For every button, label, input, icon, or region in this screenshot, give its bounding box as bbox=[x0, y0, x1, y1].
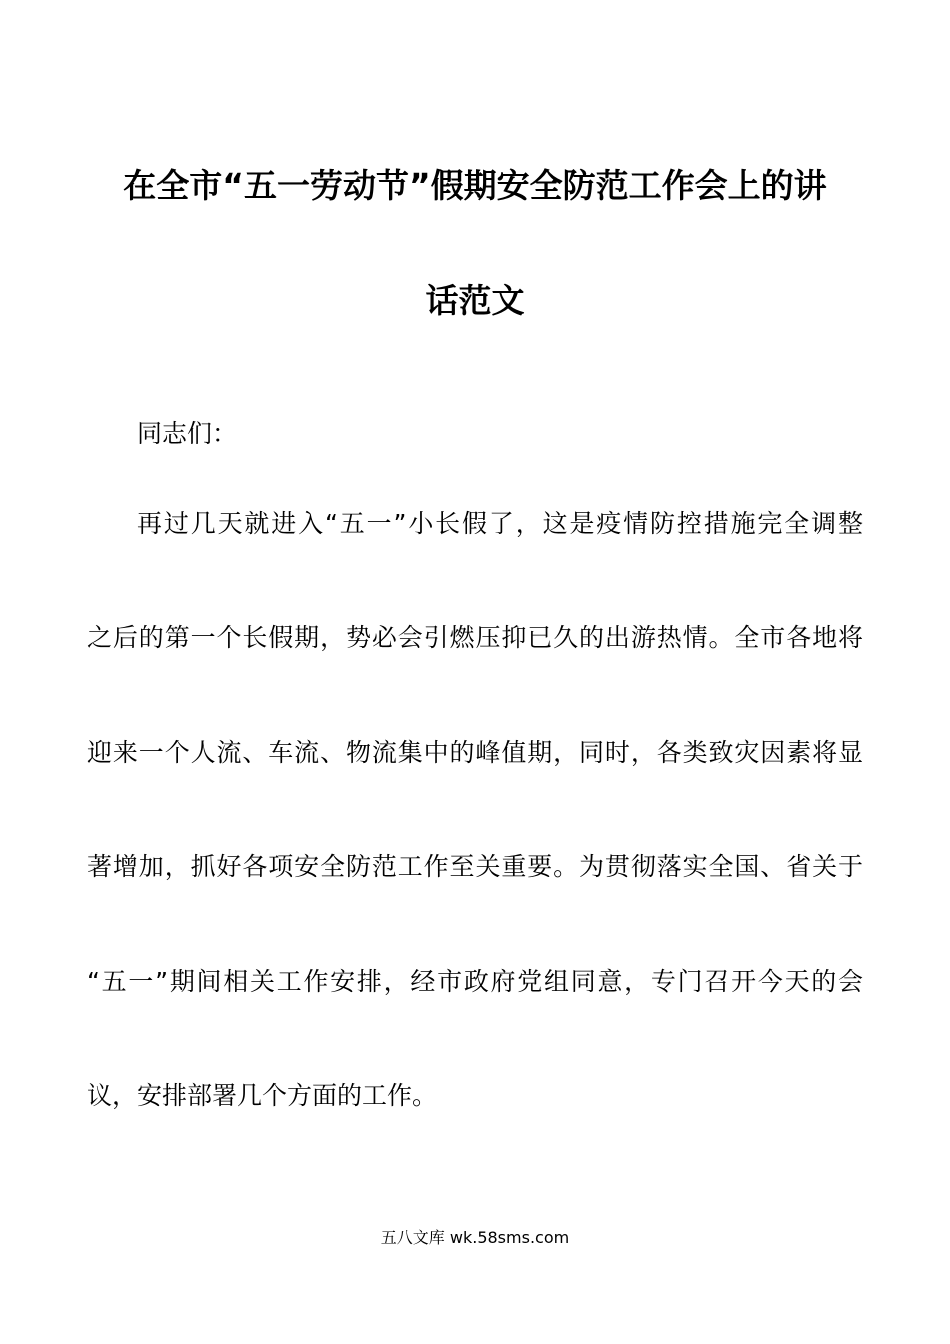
paragraph-line-3: 迎来一个人流、车流、物流集中的峰值期，同时，各类致灾因素将显 bbox=[87, 738, 863, 767]
document-title-line-2: 话范文 bbox=[425, 281, 525, 320]
paragraph-line-4: 著增加，抓好各项安全防范工作至关重要。为贯彻落实全国、省关于 bbox=[87, 852, 863, 881]
paragraph-line-6: 议，安排部署几个方面的工作。 bbox=[87, 1081, 438, 1110]
salutation: 同志们： bbox=[137, 419, 238, 448]
paragraph-line-5: “五一”期间相关工作安排，经市政府党组同意，专门召开今天的会 bbox=[87, 967, 863, 996]
paragraph-line-2: 之后的第一个长假期，势必会引燃压抑已久的出游热情。全市各地将 bbox=[87, 623, 863, 652]
paragraph-line-1: 再过几天就进入“五一”小长假了，这是疫情防控措施完全调整 bbox=[137, 509, 863, 538]
footer-watermark: 五八文库 wk.58sms.com bbox=[380, 1228, 570, 1247]
document-title-line-1: 在全市“五一劳动节”假期安全防范工作会上的讲 bbox=[123, 166, 827, 205]
